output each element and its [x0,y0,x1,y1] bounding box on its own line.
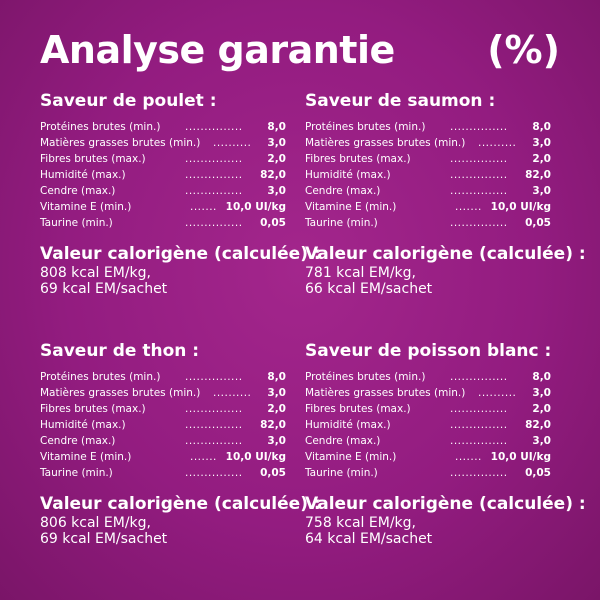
calorie-title: Valeur calorigène (calculée) : [305,244,586,264]
nutrient-row [305,183,563,199]
flavor-block-chicken [40,90,321,297]
nutrient-value: 3,0 [267,387,286,399]
nutrient-value: 8,0 [267,121,286,133]
nutrient-label: Protéines brutes (min.) [305,371,426,383]
leader-dots: ............... [185,467,243,479]
nutrient-value: 10,0 UI/kg [225,451,286,463]
leader-dots: ............... [450,169,508,181]
nutrient-label: Vitamine E (min.) [305,201,397,213]
leader-dots: ............... [185,403,243,415]
nutrient-label: Fibres brutes (max.) [40,153,146,165]
flavor-title: Saveur de poisson blanc : [305,341,552,361]
nutrient-value: 3,0 [267,435,286,447]
calorie-title: Valeur calorigène (calculée) : [40,244,321,264]
calorie-per-sachet: 66 kcal EM/sachet [305,281,433,297]
nutrient-row [305,465,563,481]
nutrient-label: Fibres brutes (max.) [305,403,411,415]
nutrient-value: 82,0 [260,169,286,181]
nutrient-value: 10,0 UI/kg [490,451,551,463]
calorie-per-kg: 781 kcal EM/kg, [305,265,416,281]
nutrient-row [40,151,298,167]
leader-dots: ............... [450,153,508,165]
nutrient-row [305,433,563,449]
nutrient-row [40,199,298,215]
nutrient-value: 8,0 [532,121,551,133]
nutrient-value: 3,0 [532,387,551,399]
page-header [40,22,560,78]
leader-dots: ............... [185,435,243,447]
nutrient-value: 82,0 [525,169,551,181]
calorie-per-kg: 808 kcal EM/kg, [40,265,151,281]
leader-dots: ............... [450,185,508,197]
nutrient-value: 10,0 UI/kg [225,201,286,213]
page-title: Analyse garantie [40,28,395,72]
nutrient-value: 2,0 [267,153,286,165]
nutrient-row [40,401,298,417]
nutrient-label: Matières grasses brutes (min.) [40,387,201,399]
nutrient-row [40,215,298,231]
nutrient-row [305,119,563,135]
flavor-title: Saveur de saumon : [305,91,496,111]
leader-dots: .......... [213,387,252,399]
leader-dots: .......... [478,387,517,399]
nutrient-label: Fibres brutes (max.) [305,153,411,165]
leader-dots: ............... [185,121,243,133]
nutrient-row [40,417,298,433]
nutrient-row [305,449,563,465]
nutrient-row [305,199,563,215]
calorie-per-sachet: 64 kcal EM/sachet [305,531,433,547]
nutrient-value: 0,05 [260,217,286,229]
nutrient-row [305,401,563,417]
nutrient-row [40,119,298,135]
calorie-title: Valeur calorigène (calculée) : [305,494,586,514]
leader-dots: ............... [185,217,243,229]
nutrient-value: 3,0 [532,137,551,149]
leader-dots: .......... [478,137,517,149]
unit-label: (%) [487,28,560,72]
nutrient-row [305,151,563,167]
nutrient-label: Taurine (min.) [40,217,113,229]
nutrient-label: Protéines brutes (min.) [40,121,161,133]
nutrient-value: 8,0 [532,371,551,383]
nutrient-value: 3,0 [532,185,551,197]
leader-dots: ....... [190,201,217,213]
nutrient-value: 2,0 [532,403,551,415]
leader-dots: ............... [185,185,243,197]
nutrient-value: 2,0 [532,153,551,165]
nutrient-row [40,385,298,401]
nutrient-label: Protéines brutes (min.) [40,371,161,383]
leader-dots: ............... [450,467,508,479]
nutrient-label: Matières grasses brutes (min.) [40,137,201,149]
nutrient-label: Cendre (max.) [305,435,381,447]
nutrient-value: 3,0 [267,137,286,149]
nutrient-value: 3,0 [267,185,286,197]
nutrient-row [40,369,298,385]
leader-dots: ....... [455,451,482,463]
leader-dots: ............... [450,419,508,431]
nutrient-value: 0,05 [260,467,286,479]
nutrient-label: Vitamine E (min.) [40,451,132,463]
calorie-per-sachet: 69 kcal EM/sachet [40,281,168,297]
nutrient-value: 0,05 [525,217,551,229]
leader-dots: ............... [185,169,243,181]
nutrient-label: Cendre (max.) [40,185,116,197]
nutrient-row [40,465,298,481]
nutrient-row [305,135,563,151]
nutrient-label: Humidité (max.) [305,169,391,181]
leader-dots: ............... [450,403,508,415]
flavor-block-tuna [40,340,321,547]
nutrient-label: Matières grasses brutes (min.) [305,387,466,399]
nutrient-row [305,167,563,183]
calorie-title: Valeur calorigène (calculée) : [40,494,321,514]
leader-dots: ............... [450,217,508,229]
nutrient-label: Humidité (max.) [305,419,391,431]
nutrient-value: 82,0 [525,419,551,431]
nutrient-row [40,183,298,199]
nutrient-row [40,449,298,465]
calorie-per-kg: 758 kcal EM/kg, [305,515,416,531]
nutrient-value: 10,0 UI/kg [490,201,551,213]
nutrient-row [305,385,563,401]
nutrient-value: 2,0 [267,403,286,415]
nutrient-row [40,433,298,449]
nutrient-value: 3,0 [532,435,551,447]
nutrient-row [40,135,298,151]
nutrient-row [305,215,563,231]
nutrient-value: 0,05 [525,467,551,479]
calorie-per-sachet: 69 kcal EM/sachet [40,531,168,547]
nutrient-row [40,167,298,183]
calorie-per-kg: 806 kcal EM/kg, [40,515,151,531]
flavor-block-white-fish [305,340,586,547]
leader-dots: ............... [450,371,508,383]
flavor-title: Saveur de thon : [40,341,200,361]
nutrient-label: Taurine (min.) [305,467,378,479]
leader-dots: ............... [185,153,243,165]
leader-dots: ............... [185,419,243,431]
nutrient-row [305,369,563,385]
nutrient-label: Protéines brutes (min.) [305,121,426,133]
nutrient-value: 82,0 [260,419,286,431]
leader-dots: ....... [455,201,482,213]
leader-dots: ............... [450,435,508,447]
flavor-block-salmon [305,90,586,297]
nutrient-value: 8,0 [267,371,286,383]
nutrient-label: Taurine (min.) [40,467,113,479]
nutrient-row [305,417,563,433]
flavor-title: Saveur de poulet : [40,91,217,111]
nutrient-label: Cendre (max.) [40,435,116,447]
nutrient-label: Cendre (max.) [305,185,381,197]
nutrient-label: Vitamine E (min.) [305,451,397,463]
nutrient-label: Vitamine E (min.) [40,201,132,213]
nutrient-label: Taurine (min.) [305,217,378,229]
nutrient-label: Humidité (max.) [40,169,126,181]
leader-dots: ............... [185,371,243,383]
nutrient-label: Fibres brutes (max.) [40,403,146,415]
nutrient-label: Humidité (max.) [40,419,126,431]
leader-dots: .......... [213,137,252,149]
leader-dots: ............... [450,121,508,133]
leader-dots: ....... [190,451,217,463]
nutrient-label: Matières grasses brutes (min.) [305,137,466,149]
